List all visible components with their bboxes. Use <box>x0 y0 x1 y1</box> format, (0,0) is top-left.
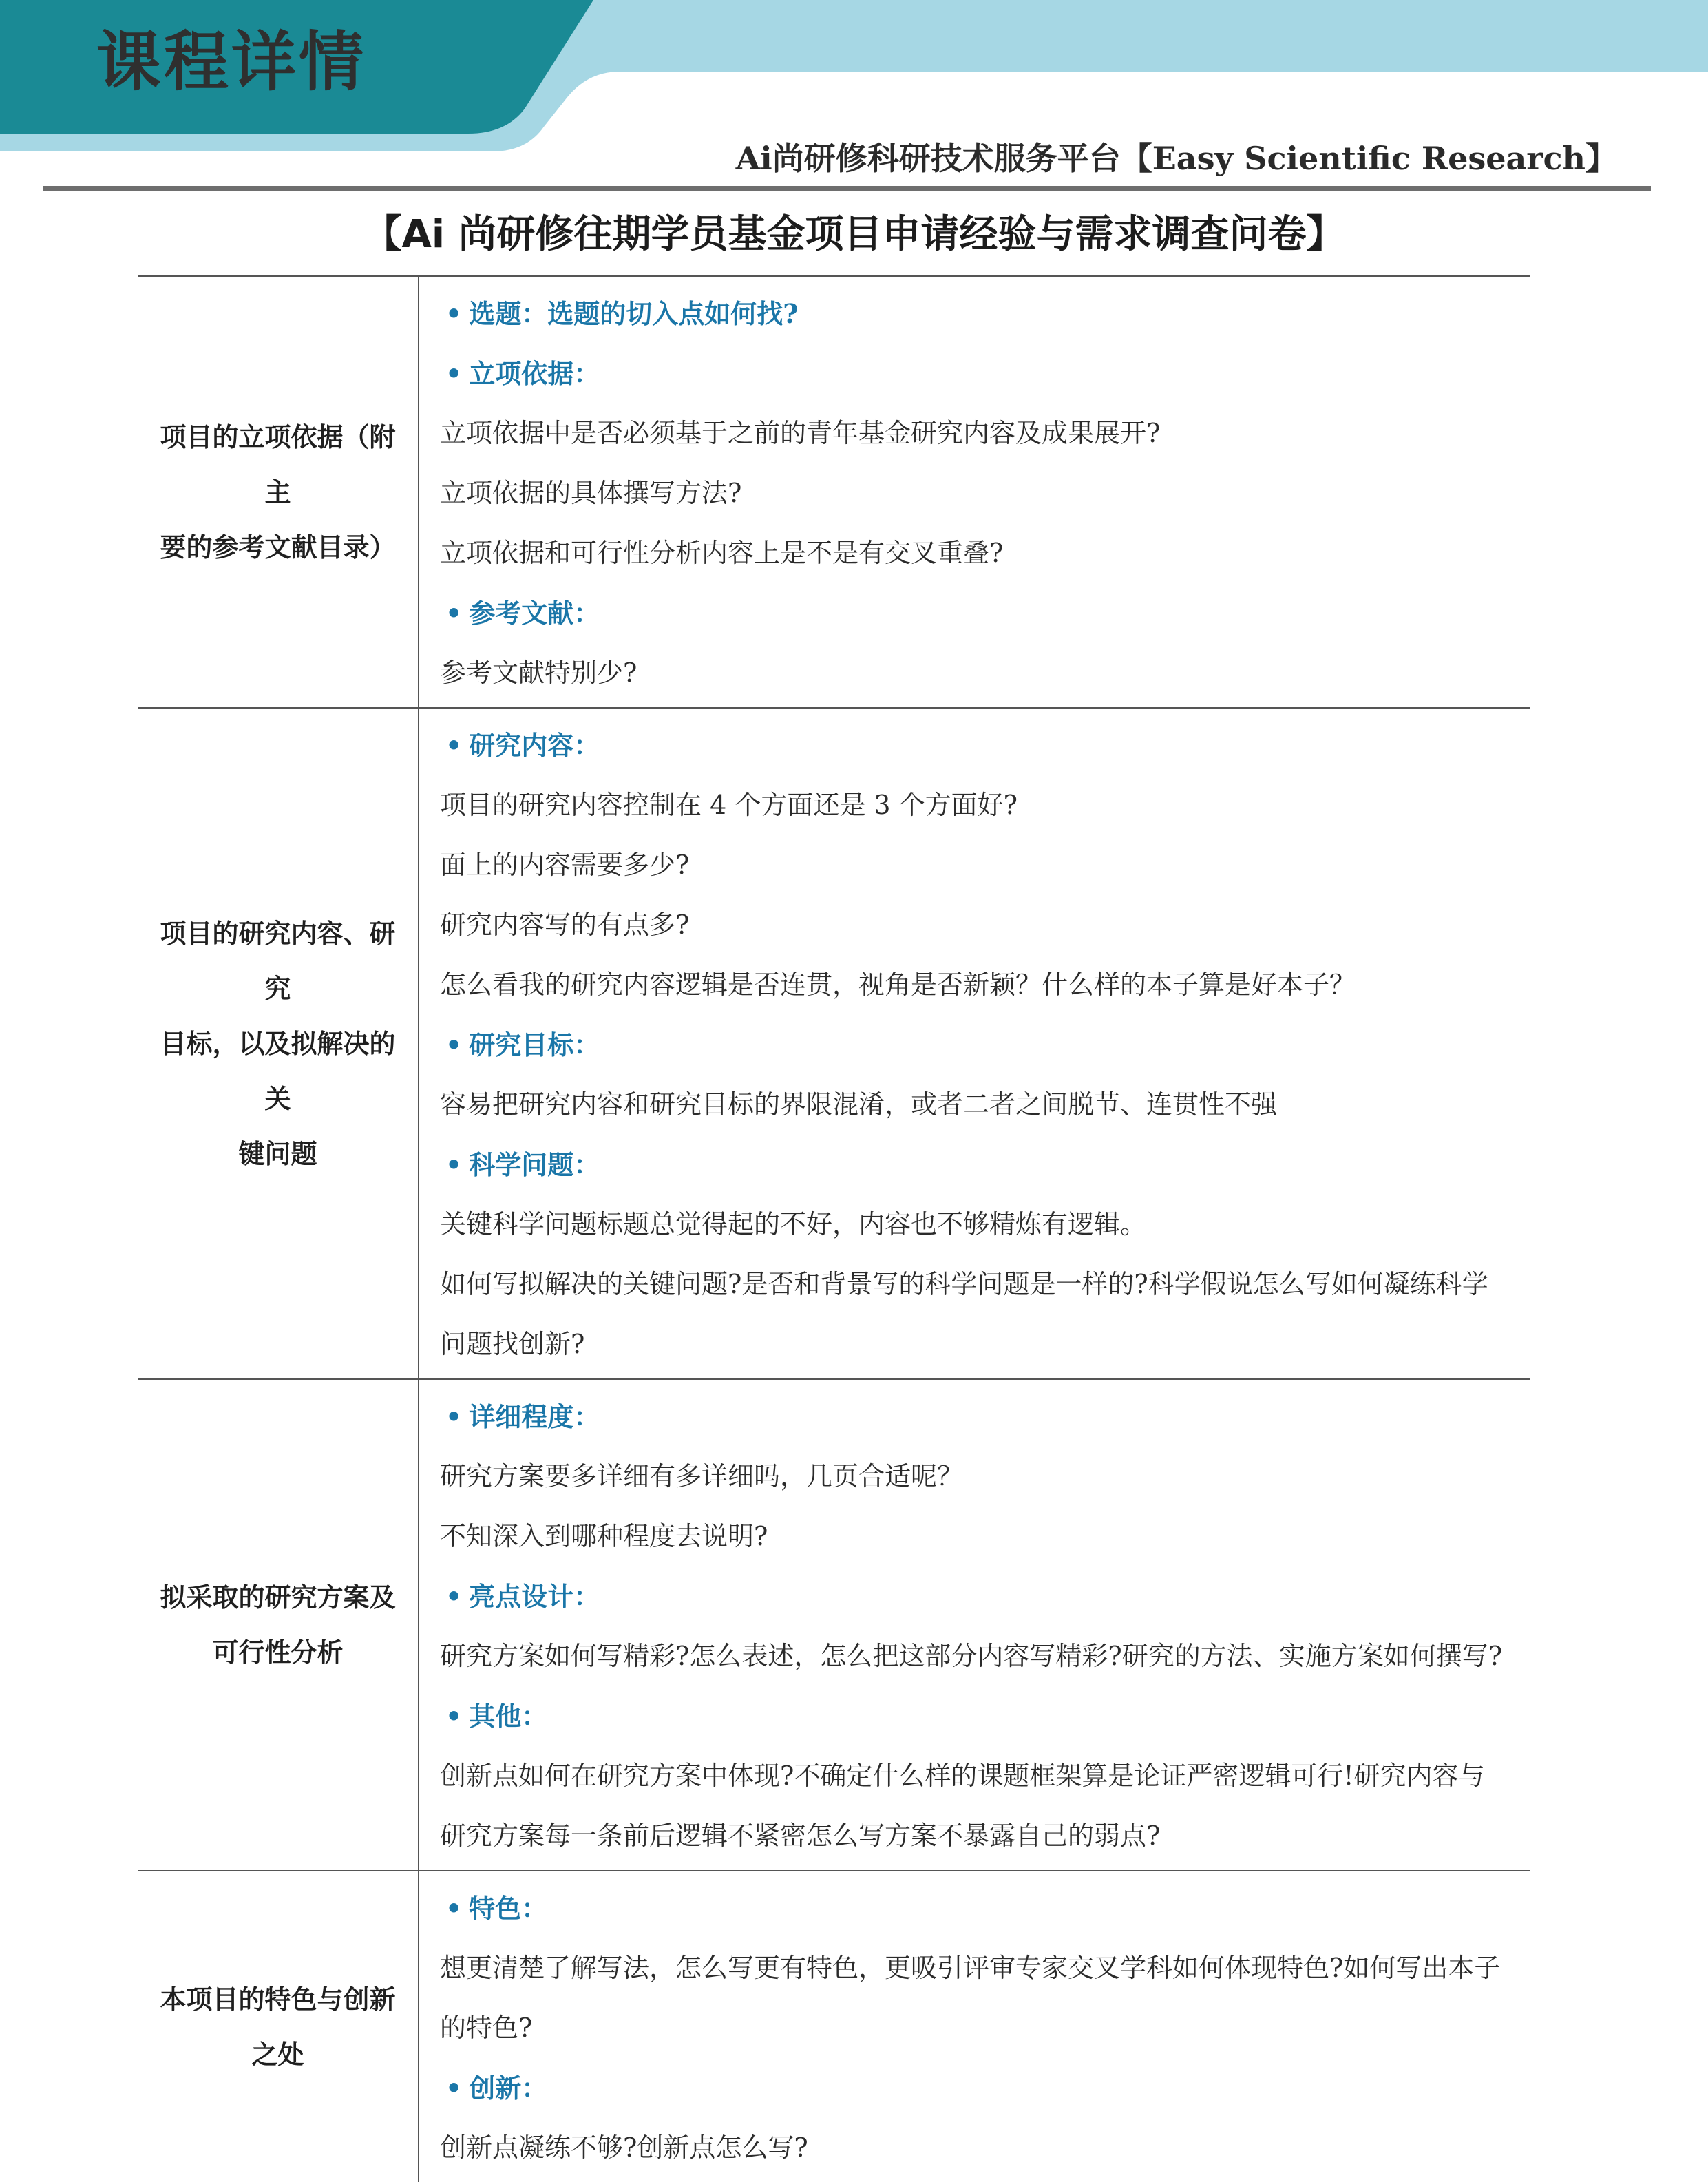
topic-heading-text: 科学问题： <box>469 1149 600 1180</box>
table-row <box>138 708 1530 1379</box>
bullet-icon: • <box>445 2073 463 2104</box>
question-text: 参考文献特别少? <box>440 658 637 688</box>
topic-heading-text: 研究目标： <box>469 1029 600 1060</box>
section-label-line: 可行性分析 <box>212 1637 344 1668</box>
topic-heading <box>440 1878 1530 1938</box>
question-text: 研究方案每一条前后逻辑不紧密怎么写方案不暴露自己的弱点? <box>440 1821 1161 1851</box>
section-label <box>138 708 419 1379</box>
topic-heading-text: 其他： <box>469 1701 548 1732</box>
topic-heading-text: 亮点设计： <box>469 1581 600 1612</box>
bullet-icon: • <box>445 1029 463 1060</box>
question-text: 容易把研究内容和研究目标的界限混淆，或者二者之间脱节、连贯性不强 <box>440 1089 1278 1120</box>
bullet-icon: • <box>445 598 463 629</box>
bullet-icon: • <box>445 298 463 329</box>
bullet-icon: • <box>445 1701 463 1732</box>
table-row <box>138 1871 1530 2182</box>
bullet-icon: • <box>445 1581 463 1612</box>
topic-heading <box>440 344 1530 403</box>
topic-heading <box>440 1135 1530 1195</box>
section-label-line: 键问题 <box>238 1137 317 1169</box>
section-label <box>138 276 419 708</box>
section-label-line: 项目的立项依据（附主 <box>160 421 396 507</box>
question-text: 创新点凝练不够?创新点怎么写? <box>440 2132 808 2163</box>
section-label-line: 拟采取的研究方案及 <box>160 1582 396 1613</box>
question-text: 关键科学问题标题总觉得起的不好，内容也不够精炼有逻辑。 <box>440 1209 1147 1239</box>
section-label-line: 之处 <box>251 2038 304 2070</box>
section-label-line: 项目的研究内容、研究 <box>160 917 396 1004</box>
question-text: 想更清楚了解写法，怎么写更有特色，更吸引评审专家交叉学科如何体现特色?如何写出本子 <box>440 1953 1501 1983</box>
bullet-icon: • <box>445 1149 463 1180</box>
bullet-icon: • <box>445 1401 463 1432</box>
document-title: 【Ai 尚研修往期学员基金项目申请经验与需求调查问卷】 <box>363 212 1345 257</box>
section-label-line: 本项目的特色与创新 <box>160 1983 396 2015</box>
section-content <box>419 1379 1530 1871</box>
section-content <box>419 708 1530 1379</box>
question-text: 项目的研究内容控制在 4 个方面还是 3 个方面好? <box>440 790 1018 820</box>
platform-name: Ai尚研修科研技术服务平台【Easy Scientific Research】 <box>735 140 1617 177</box>
question-text: 立项依据中是否必须基于之前的青年基金研究内容及成果展开? <box>440 418 1161 448</box>
section-label-line: 目标，以及拟解决的关 <box>160 1027 396 1114</box>
topic-heading <box>440 715 1530 775</box>
section-label <box>138 1871 419 2182</box>
section-label-line: 要的参考文献目录） <box>160 531 396 563</box>
question-text: 面上的内容需要多少? <box>440 850 690 880</box>
question-text: 创新点如何在研究方案中体现?不确定什么样的课题框架算是论证严密逻辑可行!研究内容与 <box>440 1761 1485 1791</box>
section-label <box>138 1379 419 1871</box>
topic-heading <box>440 1686 1530 1746</box>
topic-heading-text: 参考文献： <box>469 598 600 629</box>
table-body <box>138 276 1530 2182</box>
topic-heading <box>440 1566 1530 1626</box>
question-text: 不知深入到哪种程度去说明? <box>440 1521 768 1551</box>
topic-heading-text: 研究内容： <box>469 730 600 761</box>
topic-heading-text: 选题：选题的切入点如何找? <box>469 298 799 329</box>
page-title: 课程详情 <box>96 25 367 100</box>
bullet-icon: • <box>445 730 463 761</box>
topic-heading <box>440 583 1530 643</box>
bullet-icon: • <box>445 358 463 389</box>
header-divider <box>43 186 1651 191</box>
question-text: 研究方案如何写精彩?怎么表述，怎么把这部分内容写精彩?研究的方法、实施方案如何撰写? <box>440 1641 1503 1671</box>
topic-heading <box>440 284 1530 344</box>
question-text: 研究内容写的有点多? <box>440 910 690 940</box>
question-text: 立项依据的具体撰写方法? <box>440 478 742 508</box>
topic-heading-text: 详细程度： <box>469 1401 600 1432</box>
question-text: 的特色? <box>440 2013 533 2043</box>
topic-heading-text: 特色： <box>469 1893 548 1924</box>
question-text: 立项依据和可行性分析内容上是不是有交叉重叠? <box>440 538 1004 568</box>
question-text: 问题找创新? <box>440 1329 585 1359</box>
topic-heading <box>440 2058 1530 2118</box>
table-row <box>138 276 1530 708</box>
topic-heading <box>440 1387 1530 1447</box>
questionnaire-table <box>138 275 1530 2182</box>
section-content <box>419 276 1530 708</box>
topic-heading-text: 立项依据： <box>469 358 600 389</box>
question-text: 研究方案要多详细有多详细吗，几页合适呢？ <box>440 1461 964 1491</box>
table-row <box>138 1379 1530 1871</box>
question-text: 怎么看我的研究内容逻辑是否连贯，视角是否新颖？什么样的本子算是好本子？ <box>440 969 1356 1000</box>
question-text: 如何写拟解决的关键问题?是否和背景写的科学问题是一样的?科学假说怎么写如何凝练科学 <box>440 1269 1488 1299</box>
topic-heading-text: 创新： <box>469 2073 548 2104</box>
topic-heading <box>440 1015 1530 1075</box>
section-content <box>419 1871 1530 2182</box>
bullet-icon: • <box>445 1893 463 1924</box>
